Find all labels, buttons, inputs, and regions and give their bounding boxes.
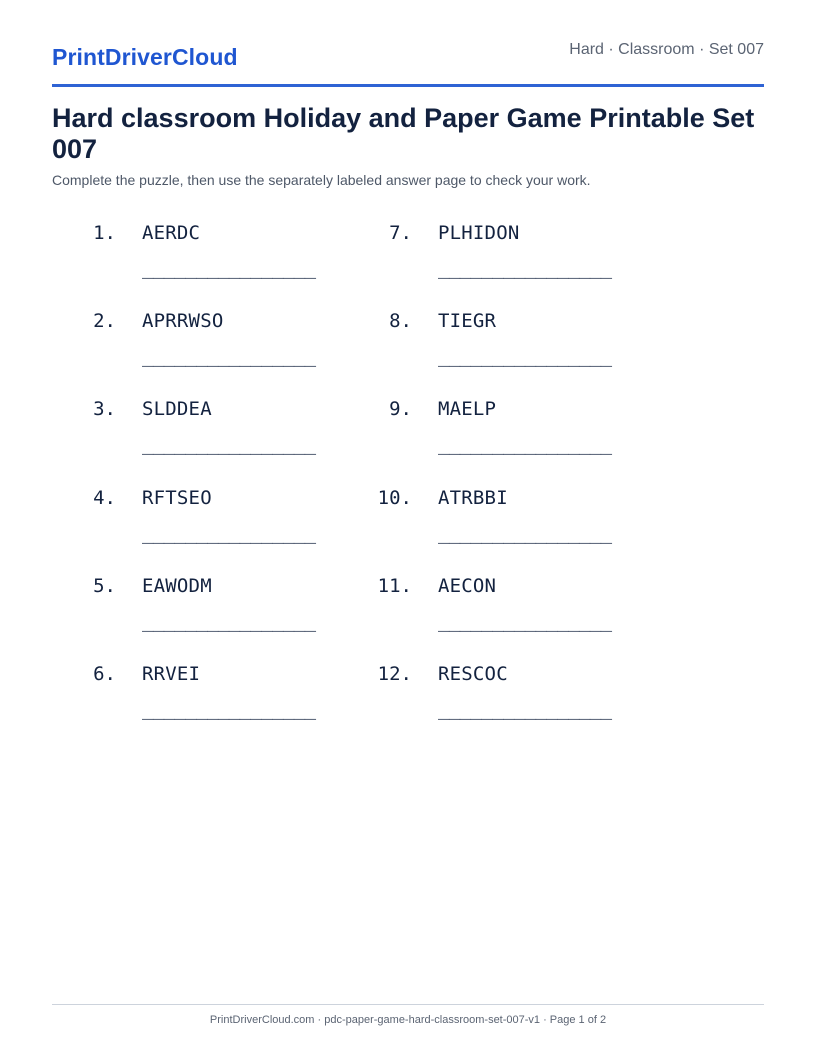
answer-line[interactable]: ________________	[142, 698, 316, 720]
puzzle-item	[52, 222, 316, 302]
scrambled-word: SLDDEA	[142, 398, 212, 420]
puzzle-item	[52, 398, 316, 478]
answer-line[interactable]: ________________	[142, 610, 316, 632]
scrambled-word: RRVEI	[142, 663, 201, 685]
answer-line[interactable]: ________________	[438, 345, 612, 367]
puzzle-item	[348, 575, 612, 655]
answer-line[interactable]: ________________	[438, 433, 612, 455]
answer-line[interactable]: ________________	[142, 257, 316, 279]
item-number: 9.	[389, 398, 412, 420]
item-number: 6.	[93, 663, 116, 685]
item-number: 10.	[377, 487, 412, 509]
scrambled-word: AERDC	[142, 222, 201, 244]
answer-line[interactable]: ________________	[438, 257, 612, 279]
scrambled-word: RESCOC	[438, 663, 508, 685]
item-number: 1.	[93, 222, 116, 244]
set-meta: Hard · Classroom · Set 007	[569, 41, 764, 58]
brand-logo-text: PrintDriverCloud	[52, 44, 238, 70]
answer-line[interactable]: ________________	[438, 698, 612, 720]
item-number: 3.	[93, 398, 116, 420]
puzzle-item	[52, 575, 316, 655]
scrambled-word: AECON	[438, 575, 497, 597]
item-number: 12.	[377, 663, 412, 685]
answer-line[interactable]: ________________	[142, 345, 316, 367]
puzzle-item	[348, 487, 612, 567]
puzzle-item	[52, 487, 316, 567]
answer-line[interactable]: ________________	[142, 433, 316, 455]
answer-line[interactable]: ________________	[438, 522, 612, 544]
scrambled-word: PLHIDON	[438, 222, 520, 244]
answer-line[interactable]: ________________	[142, 522, 316, 544]
puzzle-item	[348, 398, 612, 478]
puzzle-item	[348, 310, 612, 390]
item-number: 8.	[389, 310, 412, 332]
puzzle-item	[348, 222, 612, 302]
scrambled-word: MAELP	[438, 398, 497, 420]
answer-line[interactable]: ________________	[438, 610, 612, 632]
puzzle-item	[348, 663, 612, 743]
puzzle-item	[52, 310, 316, 390]
item-number: 5.	[93, 575, 116, 597]
footer-divider	[52, 1004, 764, 1005]
item-number: 2.	[93, 310, 116, 332]
puzzle-item	[52, 663, 316, 743]
scrambled-word: EAWODM	[142, 575, 212, 597]
page-header	[52, 40, 764, 87]
instructions: Complete the puzzle, then use the separately labeled answer page to check your work.	[52, 172, 591, 188]
item-number: 7.	[389, 222, 412, 244]
page-title: Hard classroom Holiday and Paper Game Printable Set 007	[52, 103, 755, 164]
scrambled-word: APRRWSO	[142, 310, 224, 332]
scrambled-word: ATRBBI	[438, 487, 508, 509]
item-number: 4.	[93, 487, 116, 509]
scrambled-word: TIEGR	[438, 310, 497, 332]
page-footer: PrintDriverCloud.com · pdc-paper-game-hard-classroom-set-007-v1 · Page 1 of 2	[209, 1014, 607, 1026]
item-number: 11.	[377, 575, 412, 597]
scrambled-word: RFTSEO	[142, 487, 212, 509]
